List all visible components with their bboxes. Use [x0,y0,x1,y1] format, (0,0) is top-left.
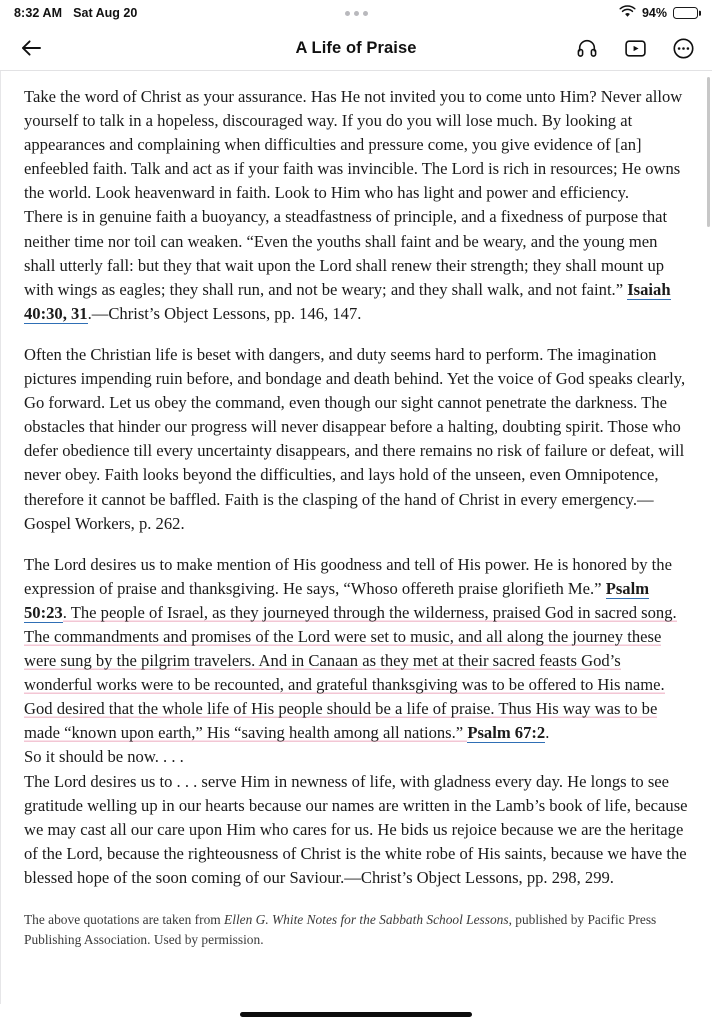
multitask-dots-icon [345,11,368,16]
status-time: 8:32 AM [14,6,63,20]
paragraph-text: There is in genuine faith a buoyancy, a steadfastness of principle, and a fixedness of purpose that neither time nor toil can weaken. “Even the youths shall faint and be weary, and the young men shall utterly fall: but they that wait upon the Lord shall renew their strength; they shall mount up with wings as eagles; they shall run, and not be weary; and they shall walk, and not faint.” [24,207,668,299]
paragraph-text: The Lord desires us to make mention of His goodness and tell of His power. He is honored by the expression of praise and thanksgiving. He says, “Whoso offereth praise glorifieth Me.” [24,554,672,598]
paragraph-text: .—Christ’s Object Lessons, pp. 146, 147. [87,303,362,323]
back-button[interactable] [16,33,46,63]
headphones-icon [576,37,598,59]
document-body [24,85,688,950]
paragraph-text: Take the word of Christ as your assurance. Has He not invited you to come unto Him? Never allow yourself to talk in a hopeless, discouraged way. If you do you will lose much. By looking at appearances and complaining when difficulties and pressure come, you give evidence of [an] enfeebled faith. Talk and act as if your faith was invincible. The Lord is rich in resources; He owns the world. Look heavenward in faith. Look to Him who has light and power and efficiency. [24,87,683,203]
footnote-lead: The above quotations are taken from [24,912,225,927]
video-button[interactable] [622,35,648,61]
reader-scroll-area[interactable] [0,71,712,1004]
vertical-scrollbar[interactable] [707,77,710,227]
video-player-icon [624,37,647,60]
paragraph-text: The Lord desires us to . . . serve Him in newness of life, with gladness every day. He longs to see gratitude welling up in our hearts because our names are written in the Lamb’s book of life, because we may cast all our care upon Him who cares for us. He bids us rejoice because we are the heritage of the Lord, because the righteousness of Christ is the white robe of His saints, because we have the blessed hope of the soon coming of our Saviour.—Christ’s Object Lessons, pp. 298, 299. [24,771,688,887]
footnote-source-title: Ellen G. White Notes for the Sabbath School Lessons [224,912,509,927]
arrow-left-icon [20,38,42,58]
paragraph [24,85,688,205]
status-bar [0,0,712,26]
paragraph-text: . The people of Israel, as they journeyed through the wilderness, praised God in sacred song. The commandments and promises of the Lord were set to music, and all along the journey these were sung by the pilgrim travelers. And in Canaan as they met at their sacred feasts God’s wonderful works were to be recounted, and grateful thanksgiving was to be offered to His name. God desired that the whole life of His people should be a life of praise. Thus His way was to be made “known upon earth,” His “saving health among all nations.” [24,602,677,743]
footnote [24,910,688,950]
status-bar-right [619,5,698,21]
page-title: A Life of Praise [295,38,417,57]
more-circle-icon [672,37,695,60]
battery-percent-label: 94% [641,6,667,20]
nav-bar [0,26,712,70]
home-indicator-area [0,1004,712,1024]
nav-actions [574,35,696,61]
paragraph-text: Often the Christian life is beset with dangers, and duty seems hard to perform. The imagination pictures impending ruin before, and bondage and death behind. Yet the voice of God speaks clearly, Go forward. Let us obey the command, even though our sight cannot penetrate the darkness. The obstacles that hinder our progress will never disappear before a halting, doubting spirit. Those who defer obedience till every uncertainty disappears, and there remains no risk of failure or defeat, will never obey. Faith looks beyond the difficulties, and lays hold of the unseen, even Omnipotence, therefore it cannot be baffled. Faith is the clasping of the hand of Christ in every emergency.—Gospel Workers, p. 262. [24,344,686,533]
paragraph [24,343,688,536]
reader-content [0,71,712,1004]
status-bar-left [14,6,137,20]
battery-icon [673,7,698,19]
paragraph-text: . [545,723,550,743]
footnote-tail: , published by Pacific Press Publishing Association. Used by permission. [24,912,657,947]
paragraph [24,745,688,769]
scripture-reference-link[interactable]: Psalm 67:2 [467,723,546,743]
paragraph-text: So it should be now. . . . [24,747,184,767]
wifi-icon [619,5,636,21]
more-options-button[interactable] [670,35,696,61]
paragraph [24,770,688,890]
scripture-reference-link[interactable]: Psalm 50:23 [24,578,650,622]
status-date: Sat Aug 20 [73,6,138,20]
scripture-reference-link[interactable]: Isaiah 40:30, 31 [24,279,671,323]
paragraph [24,205,688,325]
paragraph [24,553,688,746]
home-indicator[interactable] [240,1012,472,1017]
audio-button[interactable] [574,35,600,61]
